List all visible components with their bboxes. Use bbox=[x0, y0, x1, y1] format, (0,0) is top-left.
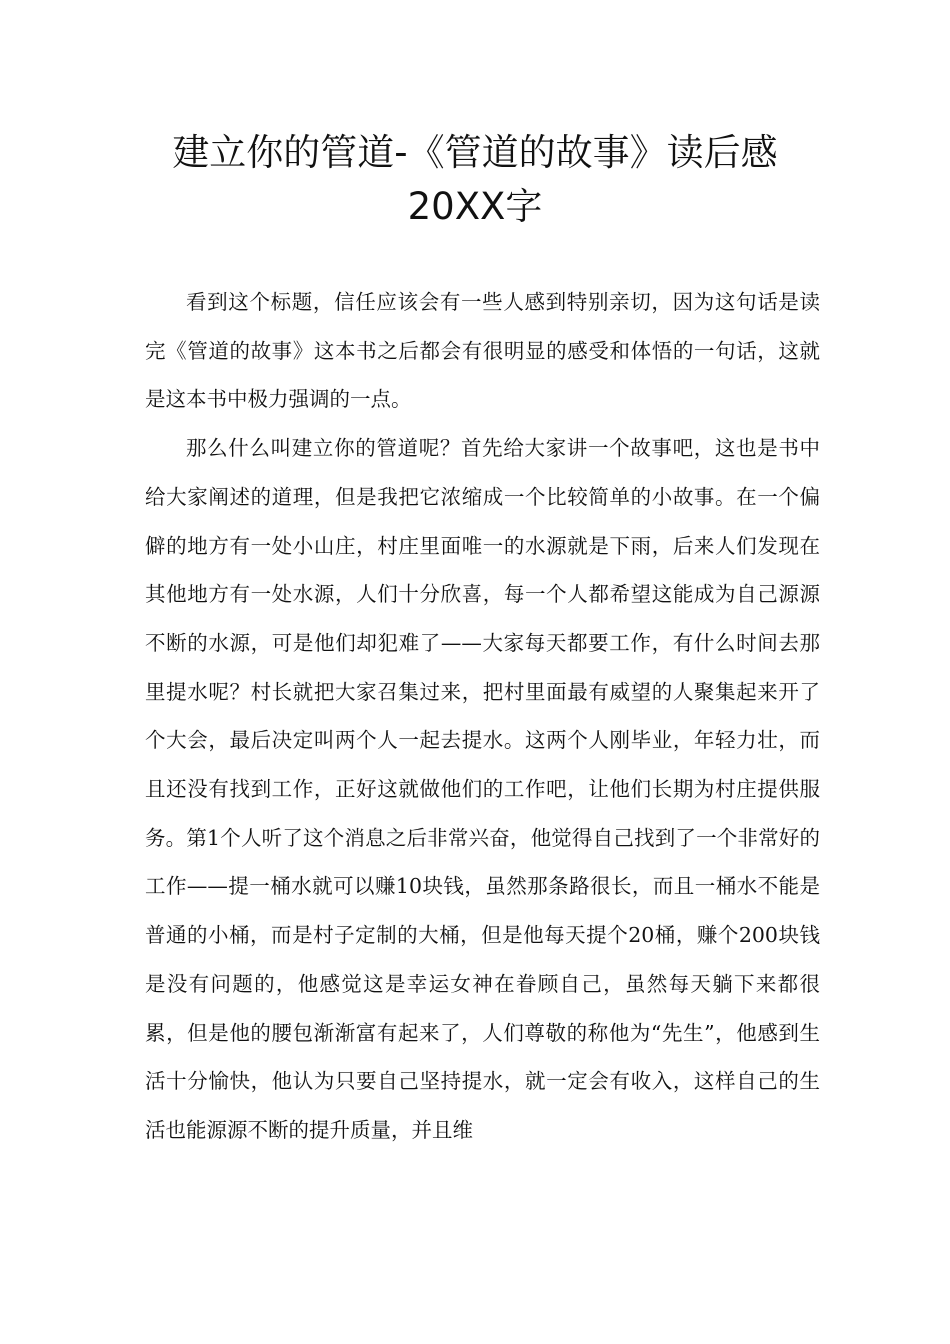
document-title bbox=[100, 126, 850, 234]
document-body bbox=[145, 278, 820, 1155]
paragraph-1: 看到这个标题，信任应该会有一些人感到特别亲切，因为这句话是读完《管道的故事》这本书之后都会有很明显的感受和体悟的一句话，这就是这本书中极力强调的一点。 bbox=[145, 290, 820, 412]
title-line-1: 建立你的管道-《管道的故事》读后感 bbox=[172, 131, 778, 174]
paragraph-2: 那么什么叫建立你的管道呢？首先给大家讲一个故事吧，这也是书中给大家阐述的道理，但是我把它浓缩成一个比较简单的小故事。在一个偏僻的地方有一处小山庄，村庄里面唯一的水源就是下雨，后来人们发现在其他地方有一处水源，人们十分欣喜，每一个人都希望这能成为自己源源不断的水源，可是他们却犯难了——大家每天都要工作，有什么时间去那里提水呢？村长就把大家召集过来，把村里面最有威望的人聚集起来开了个大会，最后决定叫两个人一起去提水。这两个人刚毕业，年轻力壮，而且还没有找到工作，正好这就做他们的工作吧，让他们长期为村庄提供服务。第1个人听了这个消息之后非常兴奋，他觉得自己找到了一个非常好的工作——提一桶水就可以赚10块钱，虽然那条路很长，而且一桶水不能是普通的小桶，而是村子定制的大桶，但是他每天提个20桶，赚个200块钱是没有问题的，他感觉这是幸运女神在眷顾自己，虽然每天躺下来都很累，但是他的腰包渐渐富有起来了，人们尊敬的称他为“先生”，他感到生活十分愉快，他认为只要自己坚持提水，就一定会有收入，这样自己的生活也能源源不断的提升质量，并且维 bbox=[145, 436, 820, 1142]
title-line-2: 20XX字 bbox=[407, 185, 543, 228]
